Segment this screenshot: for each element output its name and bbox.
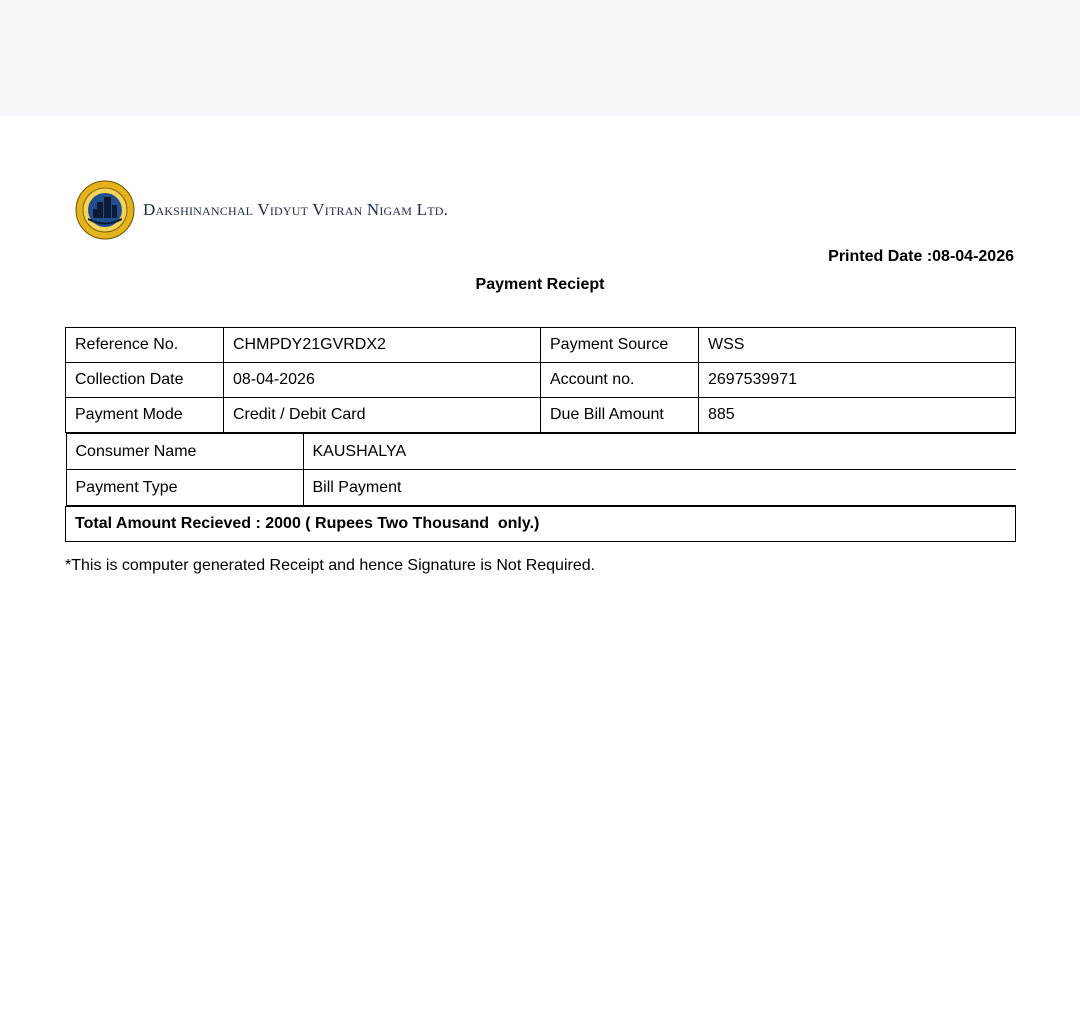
company-seal-logo <box>75 180 135 240</box>
company-name: Dakshinanchal Vidyut Vitran Nigam Ltd. <box>143 200 449 219</box>
payment-source-label: Payment Source <box>541 328 699 363</box>
collection-date-value: 08-04-2026 <box>224 363 541 398</box>
account-label: Account no. <box>541 363 699 398</box>
receipt-table <box>65 327 1016 542</box>
consumer-subtable <box>66 433 1016 506</box>
table-row <box>66 328 1016 363</box>
reference-value: CHMPDY21GVRDX2 <box>224 328 541 363</box>
payment-type-label: Payment Type <box>66 470 303 506</box>
receipt-title: Payment Reciept <box>475 276 605 293</box>
consumer-name-value: KAUSHALYA <box>303 434 1016 470</box>
receipt-page <box>0 116 1080 1036</box>
payment-type-value: Bill Payment <box>303 470 1016 506</box>
collection-date-label: Collection Date <box>66 363 224 398</box>
table-row <box>66 434 1016 470</box>
total-amount: Total Amount Recieved : 2000 ( Rupees Two Thousand only.) <box>66 507 1016 542</box>
table-row <box>66 507 1016 542</box>
payment-source-value: WSS <box>699 328 1016 363</box>
reference-label: Reference No. <box>66 328 224 363</box>
due-bill-label: Due Bill Amount <box>541 398 699 433</box>
company-header <box>75 180 448 240</box>
table-row <box>66 470 1016 506</box>
table-row <box>66 398 1016 433</box>
account-value: 2697539971 <box>699 363 1016 398</box>
payment-mode-value: Credit / Debit Card <box>224 398 541 433</box>
consumer-name-label: Consumer Name <box>66 434 303 470</box>
footnote: *This is computer generated Receipt and hence Signature is Not Required. <box>65 557 596 574</box>
table-row <box>66 433 1016 507</box>
due-bill-value: 885 <box>699 398 1016 433</box>
payment-mode-label: Payment Mode <box>66 398 224 433</box>
table-row <box>66 363 1016 398</box>
top-band <box>0 0 1080 116</box>
printed-date: Printed Date :08-04-2026 <box>828 248 1014 265</box>
